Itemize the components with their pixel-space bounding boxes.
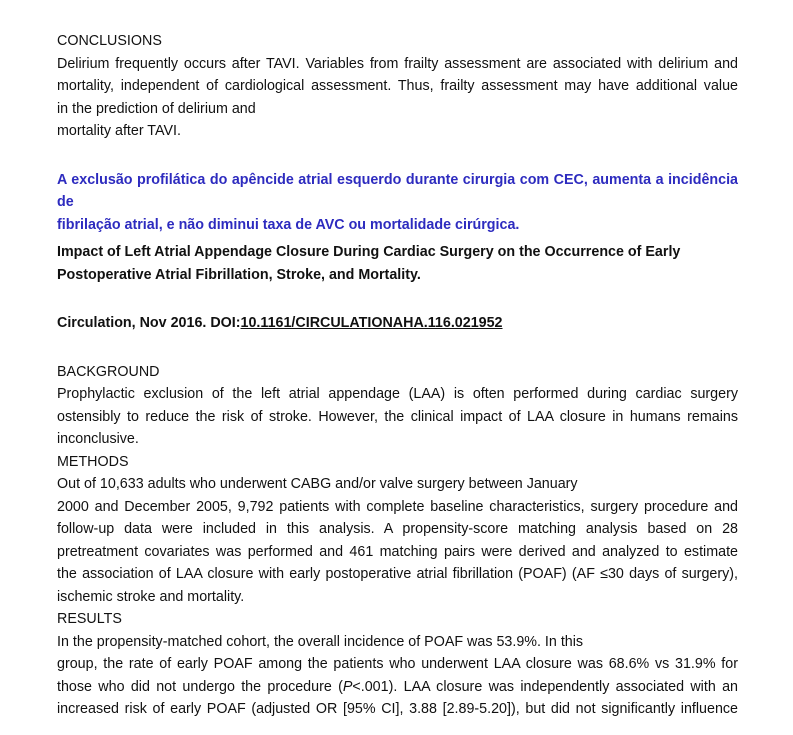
methods-line: ischemic stroke and mortality. [57, 588, 245, 605]
conclusions-line: in the prediction of delirium and [57, 100, 256, 117]
conclusions-line: Delirium frequently occurs after TAVI. Variables from frailty assessment are associated with delirium and [57, 55, 738, 72]
results-text: <.001). LAA closure was independently associated with an [352, 678, 738, 695]
spacer [57, 335, 738, 361]
methods-line: Out of 10,633 adults who underwent CABG and/or valve surgery between January [57, 476, 578, 492]
pt-title-line: fibrilação atrial, e não diminui taxa de AVC ou mortalidade cirúrgica. [57, 216, 520, 233]
methods-heading: METHODS [57, 453, 129, 470]
pt-title-line: A exclusão profilática do apêncide atrial esquerdo durante cirurgia com CEC, aumenta a incidência de [57, 171, 738, 210]
methods-line: pretreatment covariates was performed and 461 matching pairs were derived and analyzed to estimate [57, 543, 738, 560]
methods-line: 2000 and December 2005, 9,792 patients with complete baseline characteristics, surgery procedure and [57, 498, 738, 515]
results-p-symbol: P [342, 678, 353, 695]
background-line: ostensibly to reduce the risk of stroke. However, the clinical impact of LAA closure in humans remains [57, 408, 738, 425]
methods-line: the association of LAA closure with early postoperative atrial fibrillation (POAF) (AF ≤30 days of surgery), [57, 566, 738, 582]
results-heading: RESULTS [57, 611, 122, 627]
background-heading: BACKGROUND [57, 363, 160, 380]
results-text: those who did not undergo the procedure ( [57, 678, 343, 695]
article-title-line: Postoperative Atrial Fibrillation, Stroke, and Mortality. [57, 266, 421, 283]
spacer [57, 286, 738, 312]
citation-prefix: Circulation, Nov 2016. DOI: [57, 315, 241, 331]
results-line: group, the rate of early POAF among the patients who underwent LAA closure was 68.6% vs 31.9% for [57, 656, 738, 672]
background-line: inconclusive. [57, 431, 139, 447]
spacer [57, 143, 738, 169]
article-title-line: Impact of Left Atrial Appendage Closure During Cardiac Surgery on the Occurrence of Early [57, 244, 681, 260]
conclusions-line: mortality after TAVI. [57, 123, 181, 139]
background-line: Prophylactic exclusion of the left atrial appendage (LAA) is often performed during cardiac surgery [57, 386, 738, 402]
results-line: In the propensity-matched cohort, the overall incidence of POAF was 53.9%. In this [57, 633, 584, 650]
document-page [57, 30, 738, 721]
results-line [57, 676, 738, 699]
results-line: increased risk of early POAF (adjusted OR [95% CI], 3.88 [2.89-5.20]), but did not significantly influence [57, 701, 738, 717]
doi-link[interactable]: 10.1161/CIRCULATIONAHA.116.021952 [240, 315, 503, 331]
citation [57, 312, 738, 335]
conclusions-line: mortality, independent of cardiological assessment. Thus, frailty assessment may have additional value [57, 78, 738, 94]
conclusions-heading: CONCLUSIONS [57, 33, 162, 49]
methods-line: follow-up data were included in this analysis. A propensity-score matching analysis based on 28 [57, 521, 738, 537]
